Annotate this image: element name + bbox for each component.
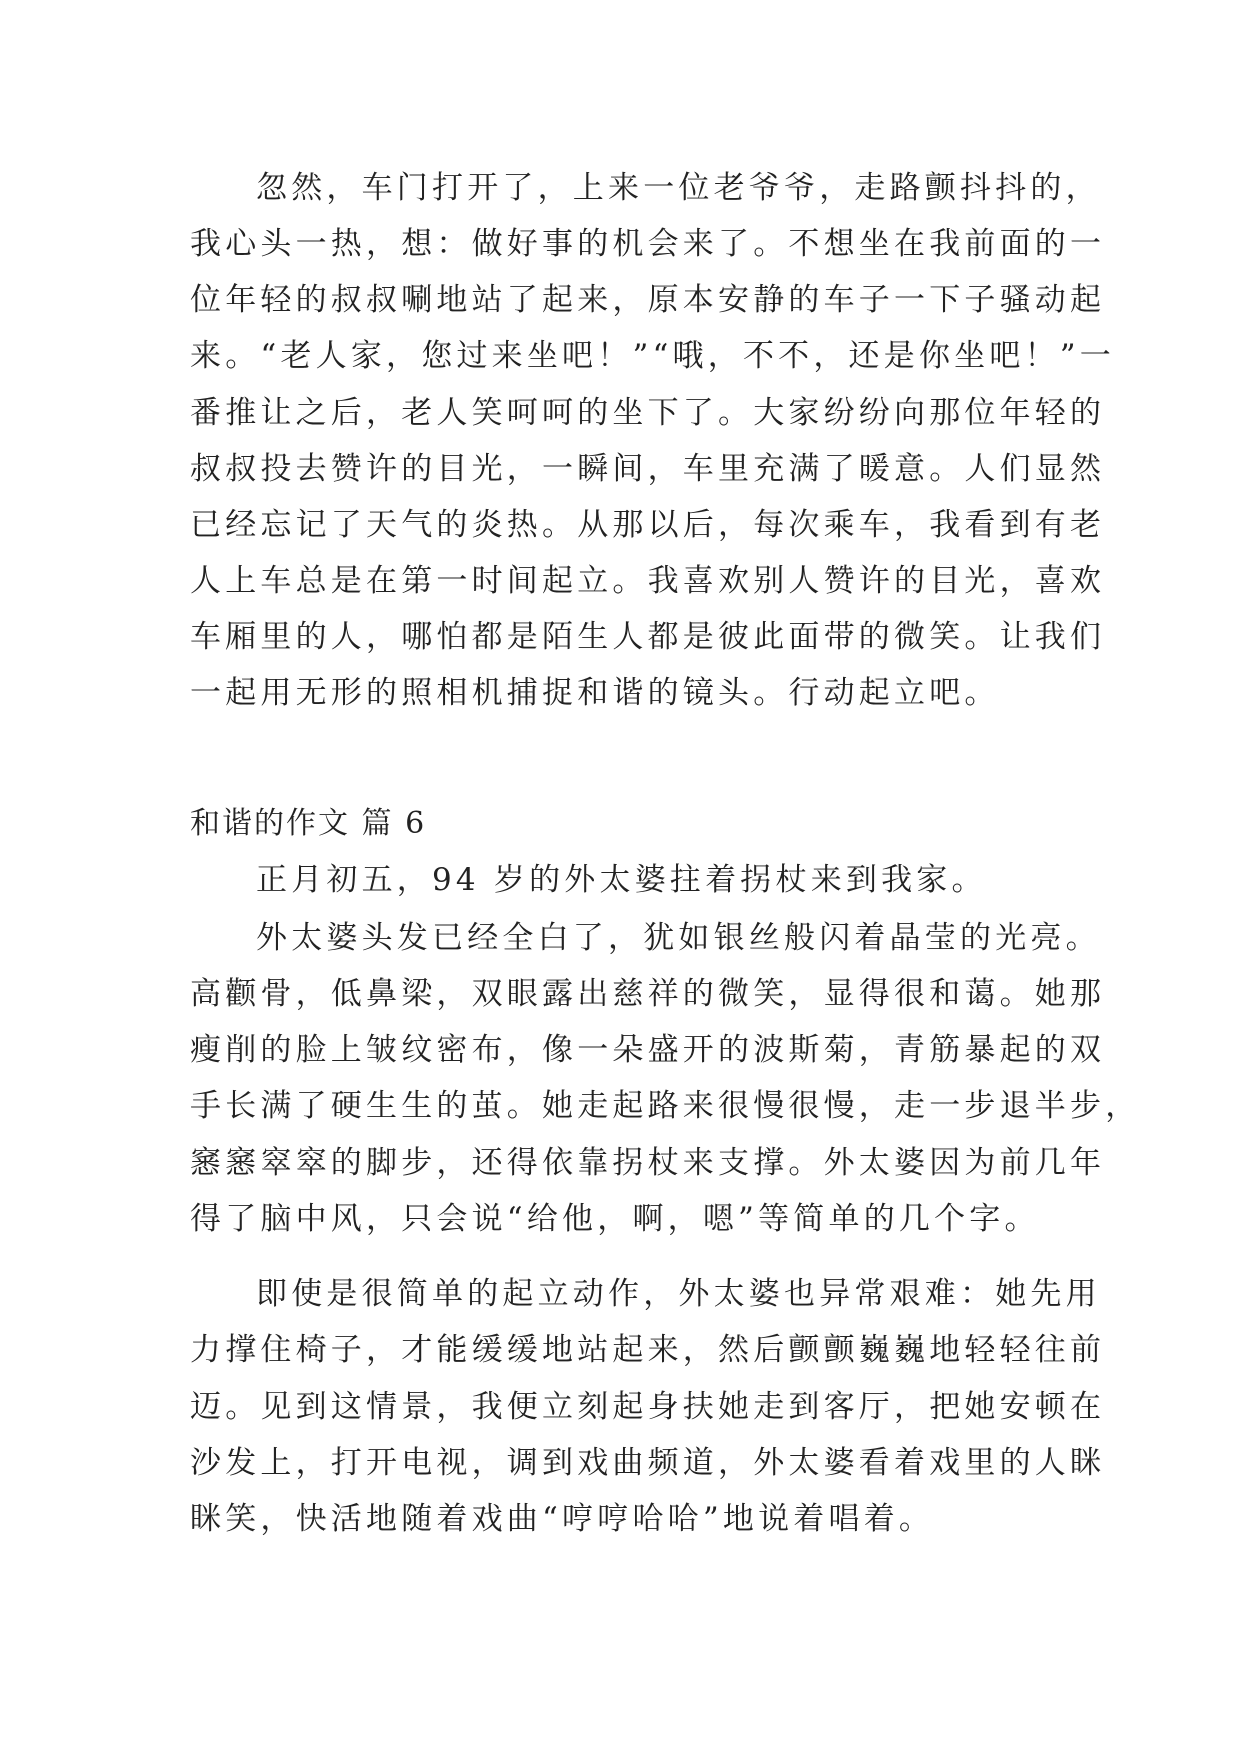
paragraph-4-line-1: 即使是很简单的起立动作，外太婆也异常艰难：她先用 [256, 1276, 1101, 1312]
paragraph-3-line-5: 窸窸窣窣的脚步，还得依靠拐杖来支撑。外太婆因为前几年 [190, 1145, 1106, 1181]
paragraph-4-line-5: 眯笑，快活地随着戏曲“哼哼哈哈”地说着唱着。 [190, 1501, 935, 1537]
paragraph-1-line-1: 忽然，车门打开了，上来一位老爷爷，走路颤抖抖的， [256, 170, 1101, 206]
paragraph-1-line-2: 我心头一热，想：做好事的机会来了。不想坐在我前面的一 [190, 226, 1106, 262]
paragraph-3-line-4: 手长满了硬生生的茧。她走起路来很慢很慢，走一步退半步， [190, 1088, 1141, 1124]
paragraph-1-line-10: 一起用无形的照相机捕捉和谐的镜头。行动起立吧。 [190, 675, 1000, 711]
paragraph-4-line-4: 沙发上，打开电视，调到戏曲频道，外太婆看着戏里的人眯 [190, 1445, 1106, 1481]
paragraph-1-line-6: 叔叔投去赞许的目光，一瞬间，车里充满了暖意。人们显然 [190, 451, 1106, 487]
paragraph-1-line-8: 人上车总是在第一时间起立。我喜欢别人赞许的目光，喜欢 [190, 563, 1106, 599]
paragraph-4-line-2: 力撑住椅子，才能缓缓地站起来，然后颤颤巍巍地轻轻往前 [190, 1332, 1106, 1368]
paragraph-1-line-9: 车厢里的人，哪怕都是陌生人都是彼此面带的微笑。让我们 [190, 619, 1106, 655]
paragraph-3-line-6: 得了脑中风，只会说“给他，啊，嗯”等简单的几个字。 [190, 1201, 1040, 1237]
section-heading: 和谐的作文 篇 6 [190, 806, 427, 841]
paragraph-4-line-3: 迈。见到这情景，我便立刻起身扶她走到客厅，把她安顿在 [190, 1389, 1106, 1425]
paragraph-1-line-3: 位年轻的叔叔唰地站了起来，原本安静的车子一下子骚动起 [190, 282, 1106, 318]
paragraph-1-line-5: 番推让之后，老人笑呵呵的坐下了。大家纷纷向那位年轻的 [190, 395, 1106, 431]
paragraph-3-line-3: 瘦削的脸上皱纹密布，像一朵盛开的波斯菊，青筋暴起的双 [190, 1032, 1106, 1068]
paragraph-1-line-4: 来。“老人家，您过来坐吧！”“哦，不不，还是你坐吧！”一 [190, 338, 1115, 374]
paragraph-3-line-2: 高颧骨，低鼻梁，双眼露出慈祥的微笑，显得很和蔼。她那 [190, 976, 1106, 1012]
paragraph-1-line-7: 已经忘记了天气的炎热。从那以后，每次乘车，我看到有老 [190, 507, 1106, 543]
paragraph-2-line-1: 正月初五，94 岁的外太婆拄着拐杖来到我家。 [256, 862, 987, 898]
paragraph-3-line-1: 外太婆头发已经全白了，犹如银丝般闪着晶莹的光亮。 [256, 920, 1101, 956]
